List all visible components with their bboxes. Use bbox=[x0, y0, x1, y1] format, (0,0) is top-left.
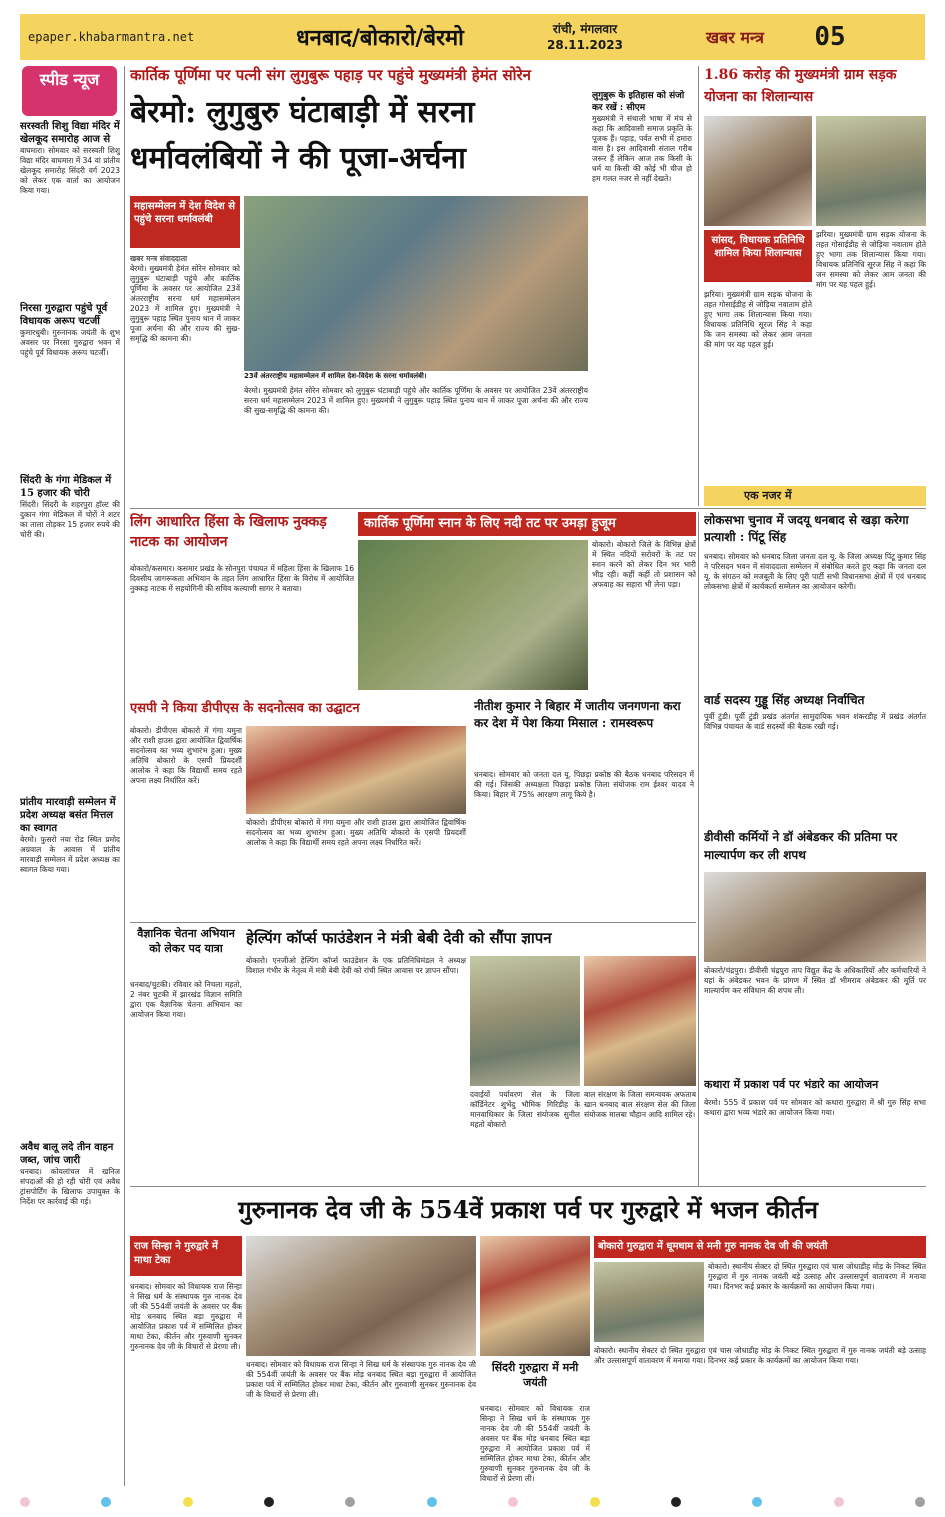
left-item-title: सिंदरी के गंगा मेडिकल में 15 हजार की चोरी bbox=[20, 475, 112, 499]
main-dateline: खबर मन्त्र संवाददाता bbox=[130, 254, 188, 263]
main-kicker-text: कार्तिक पूर्णिमा पर पत्नी संग लुगुबुरू पहाड़ पर पहुंचे मुख्यमंत्री हेमंत सोरेन bbox=[130, 66, 531, 84]
dvc-title: डीवीसी कर्मियों ने डॉ अंबेडकर की प्रतिमा पर माल्यार्पण कर ली शपथ bbox=[704, 830, 898, 862]
speed-news-badge: स्पीड न्यूज bbox=[22, 66, 117, 116]
left-item-3 bbox=[20, 474, 120, 790]
nitish-title: नीतीश कुमार ने बिहार में जातीय जनगणना करा कर देश में पेश किया मिसाल : रामस्वरूप bbox=[474, 699, 681, 730]
helping-photo-2 bbox=[584, 956, 696, 1086]
kathara-title: कथारा में प्रकाश पर्व पर भंडारे का आयोजन bbox=[704, 1078, 879, 1091]
column-divider bbox=[698, 66, 699, 506]
left-item-body: सिंदरी। सिंदरी के शहरपुरा हॉल्ट की दुकान गंगा मेडिकल में चोरों ने शटर का ताला तोड़कर 15 हजार रुपये की चोरी की। bbox=[20, 500, 120, 539]
issue-date: 28.11.2023 bbox=[547, 38, 623, 52]
column-divider bbox=[124, 66, 125, 1486]
left-item-body: बाघमारा। सोमवार को सरस्वती शिशु विद्या मंदिर बाघमारा में 34 वां प्रांतीय खेलकूद समारोह सिंदरी वर्ग 2023 को लेकर एक वार्ता का आयोजन किया गया। bbox=[20, 146, 120, 195]
guru-title: गुरुनानक देव जी के 554वें प्रकाश पर्व पर गुरुद्वारे में भजन कीर्तन bbox=[238, 1195, 818, 1224]
registration-dot bbox=[345, 1497, 355, 1507]
sp-headline bbox=[130, 698, 466, 722]
row-divider bbox=[130, 508, 926, 509]
road-scheme-box: सांसद, विधायक प्रतिनिधि शामिल किया शिलान्यास bbox=[704, 230, 812, 282]
helping-caption-2: बाल संरक्षण के जिला समन्वयक अफताब खान धनबाद बाल संरक्षण सेल की जिला संयोजक मालबा चौहान आदि शामिल रहे। bbox=[584, 1090, 696, 1119]
left-item-body: बेरमो। फुसरो नया रोड स्थित प्रमोद अग्रवाल के आवास में प्रांतीय मारवाड़ी सम्मेलन में प्रदेश अध्यक्ष का स्वागत किया गया। bbox=[20, 835, 120, 874]
road-scheme-body-2: झरिया। मुख्यमंत्री ग्राम सड़क योजना के तहत गोसाईडीह से जोड़िया नवाताम होते हुए भागा तक शिलान्यास किया गया। विधायक प्रतिनिधि सूरज सिंह ने कहा कि जन समस्या को लेकर आम जनता की मांग पर यह पहल हुई। bbox=[816, 230, 926, 289]
road-scheme-photo-2 bbox=[816, 116, 926, 226]
registration-dot bbox=[20, 1497, 30, 1507]
dvc-headline bbox=[704, 828, 926, 868]
guru-photo-1 bbox=[246, 1236, 476, 1356]
loksabha-title: लोकसभा चुनाव में जदयू धनबाद से खड़ा करेगा प्रत्याशी : पिंटू सिंह bbox=[704, 513, 909, 544]
loksabha-body: धनबाद। सोमवार को धनबाद जिला जनता दल यू. के जिला अध्यक्ष पिंटू कुमार सिंह ने परिसदन भवन में संवाददाता सम्मेलन में संबोधित करते हुए कहा कि जनता दल यू. के संगठन को मजबूती के लिए पूरी पार्टी सभी विधानसभा क्षेत्रों में एवं धनबाद लोकसभा क्षेत्रों में कार्यकर्ता सम्मेलन का आयोजन करेगी। bbox=[704, 552, 926, 591]
road-scheme-body-1: झरिया। मुख्यमंत्री ग्राम सड़क योजना के तहत गोसाईडीह से जोड़िया नवाताम होते हुए भागा तक शिलान्यास किया गया। विधायक प्रतिनिधि सूरज सिंह ने कहा कि जन समस्या को लेकर आम जनता की मांग पर यह पहल हुई। bbox=[704, 290, 812, 349]
bokaro-gurudwara-banner: बोकारो गुरुद्वारा में धूमधाम से मनी गुरु नानक देव जी की जयंती bbox=[594, 1236, 926, 1258]
ward-title: वार्ड सदस्य गुड्डू सिंह अध्यक्ष निर्वाचित bbox=[704, 693, 865, 707]
nitish-body: धनबाद। सोमवार को जनता दल यू. पिछड़ा प्रकोष्ठ की बैठक धनबाद परिसदन में की गई। जिसकी अध्यक्षता पिछड़ा प्रकोष्ठ जिला संयोजक राम ईश्वर यादव ने किया। बिहार में 75% आरक्षण लागू किये है। bbox=[474, 770, 694, 799]
drama-headline bbox=[130, 512, 354, 560]
left-item-body: धनबाद। कोयलांचल में खनिज संपदाओं की हो रही चोरी एवं अवैध ट्रांसपोर्टिंग के खिलाफ उपायुक्त के निर्देश पर कार्रवाई की गई। bbox=[20, 1167, 120, 1206]
ganga-photo bbox=[358, 540, 588, 690]
main-headline bbox=[130, 90, 588, 190]
dvc-photo bbox=[704, 872, 926, 962]
main-headline-line-1: बेरमो: लुगुबुरु घंटाबाड़ी में सरना bbox=[130, 95, 475, 130]
sindri-gurudwara-title: सिंदरी गुरुद्वारा में मनी जयंती bbox=[491, 1361, 579, 1389]
helping-caption-1: दवाईयों पर्यावरण सेल के जिला कॉर्डिनेटर शुभेंदु भौमिक गिरिडीह के मानवाधिकार के जिला संयोजक सुनील महतो बोकारो bbox=[470, 1090, 580, 1129]
sp-title: एसपी ने किया डीपीएस के सदनोत्सव का उद्घाटन bbox=[130, 701, 360, 716]
helping-body: बोकारो। एनजीओ हेल्पिंग कॉर्प्स फाउंडेशन के एक प्रतिनिधिमंडल ने अध्यक्ष विशाल गंभीर के नेतृत्व में मंत्री बेबी देवी को रांची स्थित आवास पर ज्ञापन सौंपा। bbox=[246, 956, 466, 975]
main-body-continued: बेरमो। मुख्यमंत्री हेमंत सोरेन सोमवार को लुगुबुरू घंटाबाड़ी पहुंचे और कार्तिक पूर्णिमा के अवसर पर आयोजित 23वें अंतरराष्ट्रीय सरना धर्म महासम्मेलन 2023 में शामिल हुए। मुख्यमंत्री ने लुगुबुरू पहाड़ स्थित पुनाय थान में जाकर पूजा अर्चना की और राज्य की सुख-समृद्धि की कामना की। bbox=[244, 386, 588, 415]
road-scheme-headline bbox=[704, 64, 926, 112]
helping-title: हेल्पिंग कॉर्प्स फाउंडेशन ने मंत्री बेबी देवी को सौंपा ज्ञापन bbox=[246, 929, 552, 947]
road-scheme-photo-1 bbox=[704, 116, 812, 226]
left-item-title: निरसा गुरुद्वारा पहुंचे पूर्व विधायक अरूप चटर्जी bbox=[20, 303, 108, 327]
science-body: धनबाद/चुटकी। रविवार को निचला महतो, 2 नंबर चुटकी में झारखंड विज्ञान समिति द्वारा एक वैज्ञानिक चेतना अभियान का आयोजन किया गया। bbox=[130, 980, 242, 1019]
registration-dot bbox=[508, 1497, 518, 1507]
main-body-left bbox=[130, 254, 240, 504]
registration-dot bbox=[264, 1497, 274, 1507]
kathara-body: बेरमो। 555 वें प्रकाश पर्व पर सोमवार को कथारा गुरुद्वारा में श्री गुरु सिंह सभा कथारा द्वारा भव्य भंडारे का आयोजन किया गया। bbox=[704, 1098, 926, 1117]
dateline bbox=[510, 21, 660, 53]
main-photo-caption: 23वें अंतरराष्ट्रीय महासम्मेलन में शामिल देश-विदेश के सरना धर्मावलंबी। bbox=[244, 372, 427, 380]
brand-logo: खबर मन्त्र bbox=[706, 28, 764, 47]
registration-dot bbox=[671, 1497, 681, 1507]
helping-headline bbox=[246, 926, 696, 952]
drama-title: लिंग आधारित हिंसा के खिलाफ नुक्कड़ नाटक का आयोजन bbox=[130, 514, 327, 550]
left-item-4 bbox=[20, 796, 120, 1135]
registration-dot bbox=[427, 1497, 437, 1507]
page-number: 05 bbox=[814, 22, 846, 52]
sp-photo bbox=[246, 726, 466, 814]
epaper-url[interactable]: epaper.khabarmantra.net bbox=[28, 30, 195, 44]
city-day: रांची, मंगलवार bbox=[552, 22, 618, 36]
sindri-gurudwara-headline bbox=[480, 1360, 590, 1400]
row-divider bbox=[130, 1186, 926, 1187]
section-title: धनबाद/बोकारो/बेरमो bbox=[296, 25, 464, 51]
guru-body: धनबाद। सोमवार को विधायक राज सिन्हा ने सिख धर्म के संस्थापक गुरु नानक देव जी की 554वीं जयंती के अवसर पर बैंक मोड़ धनबाद स्थित बड़ा गुरुद्वारा में आयोजित प्रकाश पर्व में सम्मिलित होकर माथा टेका, कीर्तन और गुरुवाणी सुनकर गुरुनानक देव जी के विचारों से प्रेरणा ली। bbox=[130, 1282, 242, 1351]
registration-dot bbox=[183, 1497, 193, 1507]
ward-body: पूर्वी टुंडी। पूर्वी टुंडी प्रखंड अंतर्गत सामुदायिक भवन शंकरडीह में प्रखंड अंतर्गत विभिन्न पंचायत के वार्ड सदस्यों की बैठक रखी गई। bbox=[704, 712, 926, 731]
left-item-1 bbox=[20, 120, 120, 296]
drama-body: बोकारो/कसमार। कसमार प्रखंड के सोनपुरा पंचायत में महिला हिंसा के खिलाफ 16 दिवसीय जागरूकता अभियान के तहत लिंग आधारित हिंसा के विरोध में आयोजित नुक्कड़ नाटक में सहयोगिनी की सचिव कल्याणी सागर ने बताया। bbox=[130, 564, 354, 593]
left-item-5 bbox=[20, 1141, 120, 1367]
main-sidebar-body: मुख्यमंत्री ने संथाली भाषा में मंच से कहा कि आदिवासी समाज प्रकृति के पूजक हैं। पहाड़, पर्वत सभी में हमारा वास है। इस आदिवासी संताल गरीब जरूर हैं लेकिन आज तक किसी के धर्म या किसी की कोई भी चीज हो हम गलत नजर से नहीं देखते। bbox=[592, 114, 692, 183]
main-body-text: बेरमो। मुख्यमंत्री हेमंत सोरेन सोमवार को लुगुबुरू घंटाबाड़ी पहुंचे और कार्तिक पूर्णिमा के अवसर पर आयोजित 23वें अंतरराष्ट्रीय सरना धर्म महासम्मेलन 2023 में शामिल हुए। मुख्यमंत्री ने लुगुबुरू पहाड़ स्थित पुनाय थान में जाकर पूजा अर्चना की और राज्य की सुख-समृद्धि की कामना की। bbox=[130, 264, 240, 343]
kathara-headline bbox=[704, 1076, 926, 1096]
registration-dot bbox=[834, 1497, 844, 1507]
science-headline bbox=[130, 926, 242, 976]
registration-dot bbox=[101, 1497, 111, 1507]
left-item-title: अवैध बालू लदे तीन वाहन जब्त, जांच जारी bbox=[20, 1142, 114, 1166]
left-item-2 bbox=[20, 302, 120, 468]
main-sidebar bbox=[592, 90, 692, 500]
row-divider bbox=[130, 922, 696, 923]
helping-photo-1 bbox=[470, 956, 580, 1086]
ek-nazar-tag bbox=[704, 486, 926, 506]
ek-nazar-text: एक नजर में bbox=[744, 489, 792, 502]
main-sidebar-title: लुगुबुरू के इतिहास को संजो कर रखें : सीएम bbox=[592, 91, 685, 113]
main-photo bbox=[244, 196, 588, 371]
ward-headline bbox=[704, 692, 926, 710]
guru-headline bbox=[130, 1190, 926, 1230]
sindri-gurudwara-body: धनबाद। सोमवार को विधायक राज सिन्हा ने सिख धर्म के संस्थापक गुरु नानक देव जी की 554वीं जयंती के अवसर पर बैंक मोड़ धनबाद स्थित बड़ा गुरुद्वारा में आयोजित प्रकाश पर्व में सम्मिलित होकर माथा टेका, कीर्तन और गुरुवाणी सुनकर गुरुनानक देव जी के विचारों से प्रेरणा ली। bbox=[480, 1404, 590, 1483]
dvc-body: बोकारो/चंद्रपुरा। डीवीसी चंद्रपुरा ताप विद्युत केंद्र के अधिकारियों और कर्मचारियों ने यहां के अंबेडकर भवन के प्रांगण में स्थित डॉ भीमराव अंबेडकर की मूर्ति पर माल्यार्पण कर संविधान की शपथ ली। bbox=[704, 966, 926, 995]
page-header bbox=[20, 14, 925, 60]
science-title: वैज्ञानिक चेतना अभियान को लेकर पद यात्रा bbox=[137, 927, 235, 955]
nitish-headline bbox=[474, 698, 694, 766]
registration-marks bbox=[20, 1496, 925, 1508]
left-news-column bbox=[20, 120, 120, 1460]
bokaro-gurudwara-body-continued: बोकारो। स्थानीय सेक्टर दो स्थित गुरुद्वारा एवं चास जोधाडीह मोड़ के निकट स्थित गुरुद्वारा में गुरु नानक जयंती बड़े उत्साह और उल्लासपूर्ण वातावरण में मनाया गया। दिनभर कई प्रकार के कार्यक्रमों का आयोजन किया गया। bbox=[594, 1346, 926, 1365]
main-subbox: महासम्मेलन में देश विदेश से पहुंचे सरना धर्मावलंबी bbox=[130, 196, 240, 248]
registration-dot bbox=[915, 1497, 925, 1507]
bokaro-gurudwara-photo bbox=[594, 1262, 704, 1342]
road-scheme-title: 1.86 करोड़ की मुख्यमंत्री ग्राम सड़क योजना का शिलान्यास bbox=[704, 67, 897, 105]
left-item-title: प्रांतीय मारवाड़ी सम्मेलन में प्रदेश अध्यक्ष बसंत मित्तल का स्वागत bbox=[20, 797, 116, 834]
main-headline-line-2: धर्मावलंबियों ने की पूजा-अर्चना bbox=[130, 141, 466, 176]
left-item-body: कुमारधुबी। गुरुनानक जयंती के शुभ अवसर पर निरसा गुरुद्वारा भवन में पहुंचे पूर्व विधायक अरूप चटर्जी। bbox=[20, 328, 120, 357]
guru-body-continued: धनबाद। सोमवार को विधायक राज सिन्हा ने सिख धर्म के संस्थापक गुरु नानक देव जी की 554वीं जयंती के अवसर पर बैंक मोड़ धनबाद स्थित बड़ा गुरुद्वारा में आयोजित प्रकाश पर्व में सम्मिलित होकर माथा टेका, कीर्तन और गुरुवाणी सुनकर गुरुनानक देव जी के विचारों से प्रेरणा ली। bbox=[246, 1360, 476, 1399]
left-item-title: सरस्वती शिशु विद्या मंदिर में खेलकूद समारोह आज से bbox=[20, 121, 120, 145]
sp-body: बोकारो। डीपीएस बोकारो में गंगा यमुना और राशी हाउस द्वारा आयोजित द्विवार्षिक सदनोत्सव का भव्य शुभारंभ हुआ। मुख्य अतिथि बोकारो के एसपी प्रियदर्शी आलोक ने कहा कि विद्यार्थी समय रहते अपना लक्ष्य निर्धारित करें। bbox=[130, 726, 242, 785]
column-divider bbox=[698, 512, 699, 1187]
registration-dot bbox=[590, 1497, 600, 1507]
ganga-body: बोकारो। बोकारो जिले के विभिन्न क्षेत्रों में स्थित नदियों सरोवरों के तट पर स्नान करने को लेकर दिन भर भारी भीड़ रही। कहीं कहीं तो प्रशासन को अफवाह का सहारा भी लेना पड़ा। bbox=[592, 540, 696, 589]
sp-body-continued: बोकारो। डीपीएस बोकारो में गंगा यमुना और राशी हाउस द्वारा आयोजित द्विवार्षिक सदनोत्सव का भव्य शुभारंभ हुआ। मुख्य अतिथि बोकारो के एसपी प्रियदर्शी आलोक ने कहा कि विद्यार्थी समय रहते अपना लक्ष्य निर्धारित करें। bbox=[246, 818, 466, 847]
ganga-banner: कार्तिक पूर्णिमा स्नान के लिए नदी तट पर उमड़ा हुजूम bbox=[358, 512, 696, 536]
main-kicker bbox=[130, 64, 695, 88]
registration-dot bbox=[752, 1497, 762, 1507]
guru-photo-2 bbox=[480, 1236, 590, 1356]
loksabha-headline bbox=[704, 512, 926, 550]
raj-box: राज सिन्हा ने गुरुद्वारे में माथा टेका bbox=[130, 1236, 242, 1276]
bokaro-gurudwara-body: बोकारो। स्थानीय सेक्टर दो स्थित गुरुद्वारा एवं चास जोधाडीह मोड़ के निकट स्थित गुरुद्वारा में गुरु नानक जयंती बड़े उत्साह और उल्लासपूर्ण वातावरण में मनाया गया। दिनभर कई प्रकार के कार्यक्रमों का आयोजन किया गया। bbox=[708, 1262, 926, 1291]
